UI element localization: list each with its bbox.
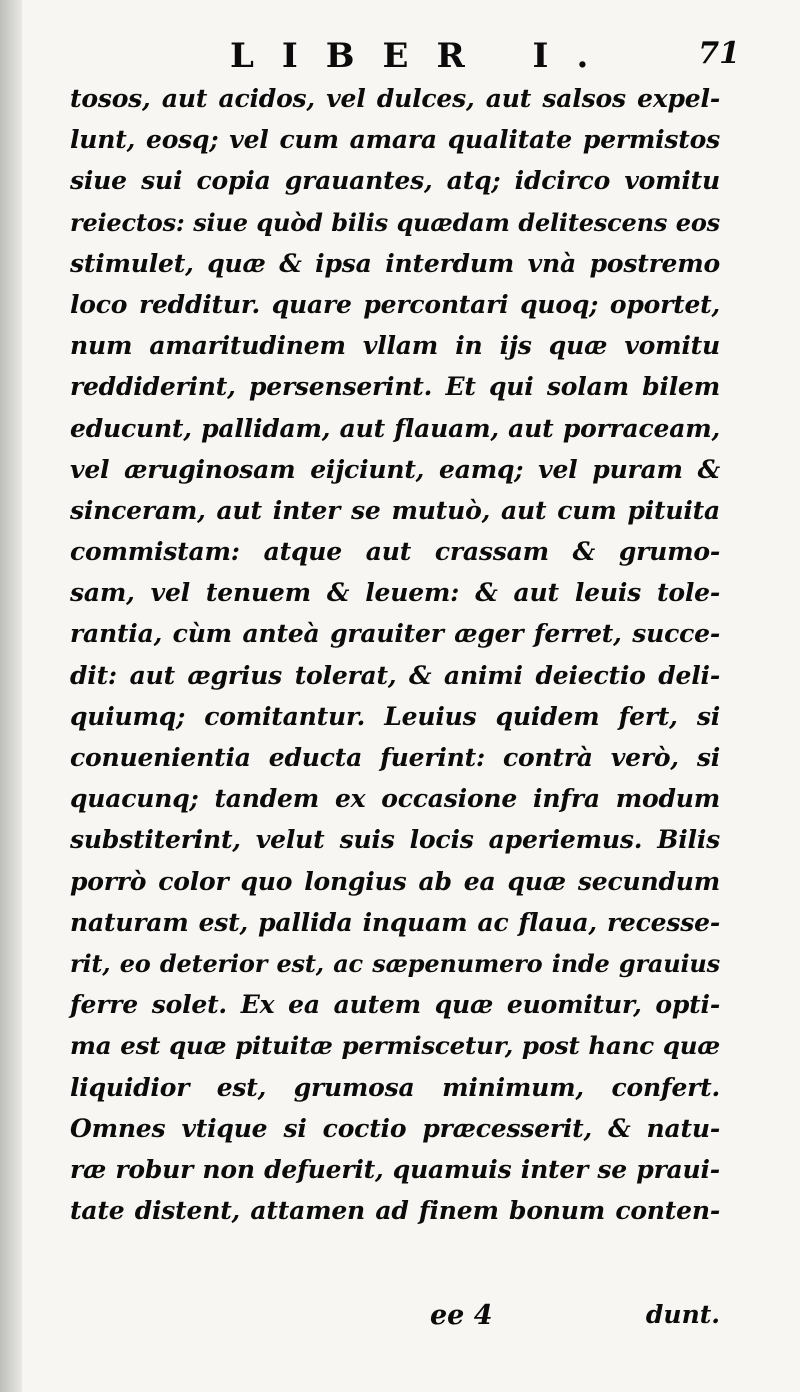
text-line: tosos, aut acidos, vel dulces, aut salsos expel- (70, 84, 720, 113)
text-line: conuenientia educta fuerint: contrà verò, si (70, 743, 720, 772)
text-line: loco redditur. quare percontari quoq; oportet, (70, 289, 720, 319)
text-line: vel æruginosam eijciunt, eamq; vel puram & (70, 454, 720, 484)
text-line: lunt, eosq; vel cum amara qualitate permistos (70, 125, 720, 155)
text-line: substiterint, velut suis locis aperiemus. Bilis (70, 825, 720, 855)
running-head: LIBER I. (230, 36, 617, 76)
text-line: liquidior est, grumosa minimum, confert. (70, 1072, 720, 1102)
text-line: tate distent, attamen ad finem bonum conten- (70, 1196, 720, 1226)
text-line: rantia, cùm anteà grauiter æger ferret, succe- (70, 619, 720, 649)
body-text (70, 78, 720, 1231)
text-line: educunt, pallidam, aut flauam, aut porraceam, (70, 413, 720, 443)
text-line: reiectos: siue quòd bilis quædam delitescens eos (70, 207, 720, 237)
text-line: reddiderint, persenserint. Et qui solam bilem (70, 372, 720, 402)
catchword: dunt. (645, 1300, 720, 1329)
text-line: porrò color quo longius ab ea quæ secundum (70, 866, 720, 896)
text-line: rit, eo deterior est, ac sæpenumero inde grauius (70, 948, 720, 978)
text-line: sinceram, aut inter se mutuò, aut cum pituita (70, 495, 720, 525)
text-line: ræ robur non defuerit, quamuis inter se praui- (70, 1154, 720, 1184)
text-line: quiumq; comitantur. Leuius quidem fert, si (70, 701, 720, 731)
page-footer (70, 1300, 720, 1340)
text-line: ma est quæ pituitæ permiscetur, post hanc quæ (70, 1031, 720, 1061)
text-line: siue sui copia grauantes, atq; idcirco vomitu (70, 166, 720, 196)
text-line: commistam: atque aut crassam & grumo- (70, 537, 720, 567)
text-line: sam, vel tenuem & leuem: & aut leuis tole- (70, 578, 720, 608)
text-line: stimulet, quæ & ipsa interdum vnà postremo (70, 248, 720, 278)
text-line: ferre solet. Ex ea autem quæ euomitur, opti- (70, 990, 720, 1020)
text-line: quacunq; tandem ex occasione infra modum (70, 784, 720, 814)
text-line: naturam est, pallida inquam ac flaua, recesse- (70, 907, 720, 937)
text-line: dit: aut ægrius tolerat, & animi deiectio deli- (70, 660, 720, 690)
text-line: Omnes vtique si coctio præcesserit, & natu- (70, 1113, 720, 1143)
page-gutter-shadow (0, 0, 22, 1392)
page-number: 71 (698, 36, 740, 71)
signature-mark: ee 4 (430, 1300, 493, 1331)
text-line: num amaritudinem vllam in ijs quæ vomitu (70, 331, 720, 361)
